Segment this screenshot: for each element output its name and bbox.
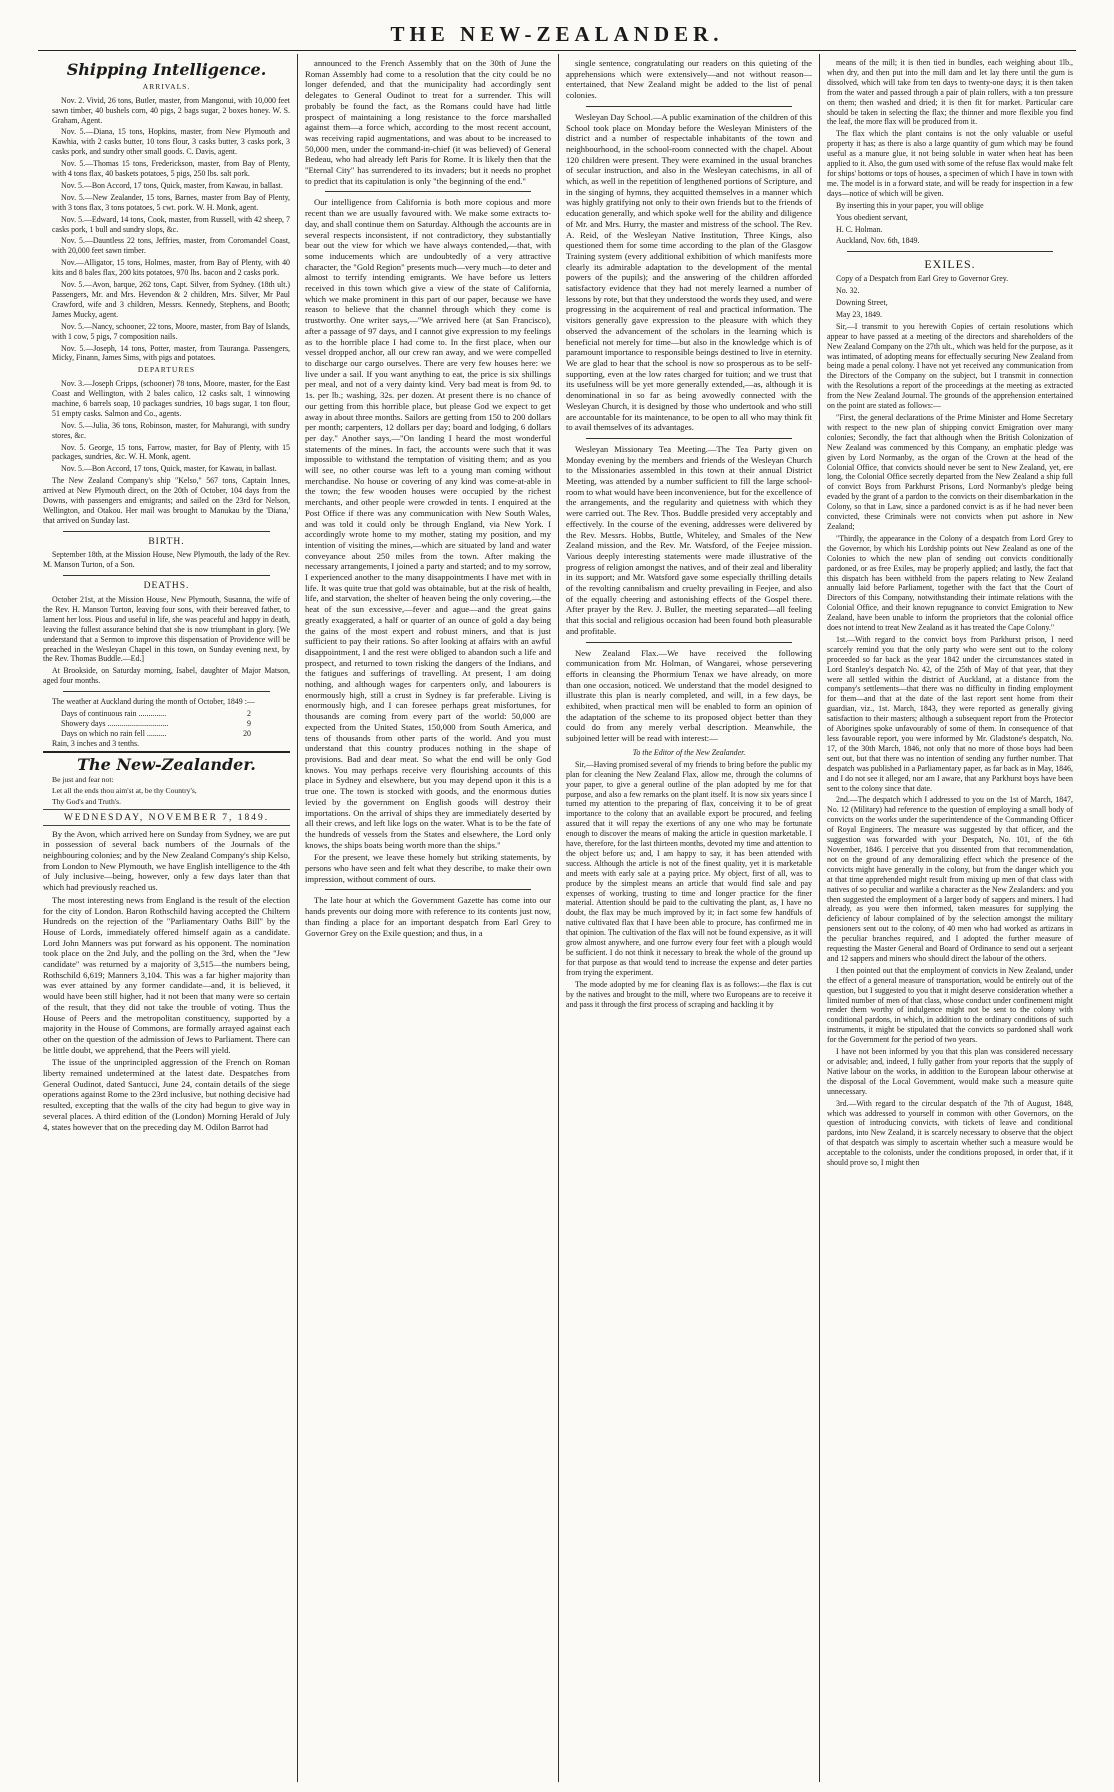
article-paragraph: Wesleyan Missionary Tea Meeting.—The Tea Party given on Monday evening by the members and friends of the Wesleyan Church to the Missionaries assembled in this town at their annual District Meeting, was attended by a number sufficient to fill the large school-room to what would have been inconvenience, but for the excellence of the arrangements, and the regularity and quietness with which they were carried out. The Rev. Thos. Buddle presided very acceptably and effectively. In the course of the evening, addresses were delivered by the Rev. Messrs. Hobbs, Buttle, Whiteley, and Smales of the New Zealand mission, and the Rev. Mr. Watsford, of the Feejee mission. Various deeply interesting statements were made illustrative of the progress of religion amongst the natives, and of their zeal and liberality in its support; and Mr. Watsford gave some especially thrilling details of the revolting cannibalism and cruelty prevailing in Feejee, and also of the equally cheering and astonishing effects of the Gospel there. After prayer by the Rev. J. Buller, the meeting separated—all feeling that this social and religious occasion had been found both pleasurable and profitable. [566,443,812,636]
article-paragraph: The late hour at which the Government Gazette has come into our hands prevents our doing more with reference to its contents just now, than finding a place for an important despatch from Earl Grey to Governor Grey on the Exile question; and thus, in a [305,895,551,938]
despatch-title: Copy of a Despatch from Earl Grey to Governor Grey. [836,274,1009,284]
arrivals-list [43,96,290,364]
divider [43,809,290,810]
divider [63,691,270,692]
list-item: Nov. 5.—Bon Accord, 17 tons, Quick, master, from Kawau, in ballast. [61,180,283,190]
list-item: Nov. 3.—Joseph Cripps, (schooner) 78 tons, Moore, master, for the East Coast and Wellington, with 2 bales calico, 12 casks salt, 1 winnowing machine, 6 barrels soap, 10 packages sundries, 10 bags sugar, 1 ton flour, 51 empty casks. Salmon and Co., agents. [52,379,290,418]
weather-report [43,697,290,749]
article-paragraph: Wesleyan Day School.—A public examination of the children of this School took place on Monday before the Wesleyan Ministers of the district and a number of respectable inhabitants of the town and neighbourhood, in the school-room connected with the chapel. About 120 children were present. They were examined in the usual branches of secular instruction, and also in the Wesleyan catechisms, in all of which, as well in the repetition of lengthened portions of Scripture, and in the singing of hymns, they acquitted themselves in a manner which was highly gratifying not only to their own friends but to the friends of education generally, and which spoke well for the ability and diligence of Mr. and Mrs. Hurry, the master and mistress of the school. The Rev. A. Reid, of the Wesleyan Native Institution, Three Kings, also questioned them for some time according to the plan of the Glasgow Training system (every additional exhibition of which manifests more clearly its admirable adaptation to the development of the mental powers of the pupils); and the answering of the children afforded satisfactory evidence that they had not merely learned a number of lessons by rote, but that they understood the words they used, and were progressing in the acquirement of real and practical information. The visitors generally gave expression to the pleasure with which they observed the advancement of the scholars in the learning which is beneficial not merely for time—but also in the knowledge which is of paramount importance to responsible beings destined to live in eternity. We are glad to hear that the school is now so prosperous as to be self-supporting, even at the low rates charged for tuition; and we trust that its usefulness will be yet more generally extended,—as, although it is denominational in so far as being avowedly connected with the Wesleyan Church, it is designed by those who undertook and who still are accountable for its maintenance, to be open to all who may think fit to avail themselves of its advantages. [566,111,812,433]
exiles-heading: EXILES. [924,257,976,272]
birth-notice: September 18th, at the Mission House, New Plymouth, the lady of the Rev. M. Manson Turton, of a Son. [43,550,290,570]
masthead: THE NEW-ZEALANDER. [390,22,724,46]
list-item: Nov. 5.—Thomas 15 tons, Frederickson, master, from Bay of Plenty, with 4 tons flax, 40 baskets potatoes, 5 pigs, 250 lbs. salt pork. [52,159,290,179]
kelso-note: The New Zealand Company's ship "Kelso," 567 tons, Captain Innes, arrived at New Plymouth direct, on the 20th of October, 104 days from the Downs, with passengers and emigrants; and sailed on the 23rd for Nelson, Wellington, and Otakou. Her mail was brought to Manukau by the 'Diana,' that arrived on Sunday last. [43,476,290,525]
despatch-paragraph: "Thirdly, the appearance in the Colony of a despatch from Lord Grey to the Governor, by which his Lordship points out New Zealand as one of the Colonies to which the new plan of sending out convicts conditionally pardoned, or as free Exiles, may be properly applied; and lastly, the fact that this dispatch has been withheld from the papers relating to New Zealand annually laid before Parliament, together with the fact that the Court of Directors of this Company, notwithstanding their intimate relations with the Colonial Office, and their known repugnance to convict Emigration to New Zealand, have been unable to inform the proprietors that the colonial office does not intend to treat New Zealand as it has treated the Cape Colony." [827,533,1073,633]
motto-line: Be just and fear not: [52,774,114,784]
column-4 [819,54,1080,1782]
despatch-paragraph: Sir,—I transmit to you herewith Copies of certain resolutions which appear to have passed at a meeting of the directors and shareholders of the New Zealand Company on the 27th ult., which was held for the purpose, as it was intimated, of adopting means for effectually securing New Zealand from being made a penal colony. I have not yet received any communication from the Directors of the Company on the subject, but I transmit in connection with the Resolutions a report of the proceedings at the meeting as extracted from the New Zealand Journal. The grounds of the apprehension entertained on the point are stated as follows:— [827,321,1073,411]
list-item: Nov. 5.—Diana, 15 tons, Hopkins, master, from New Plymouth and Kawhia, with 2 casks butter, 10 tons flour, 3 casks butter, 3 casks pork, 3 casks pork, and sundry other small goods. C. Davis, agent. [52,127,290,157]
letter-body [566,760,812,1010]
deaths-label: DEATHS. [143,581,190,592]
despatch-date: May 23, 1849. [836,309,883,319]
departures-list [43,379,290,474]
weather-row: Days of continuous rain .............. 2 [61,709,251,719]
letter-sign-close: Yous obedient servant, [836,212,908,222]
letter-paragraph: By inserting this in your paper, you will oblige [836,200,984,210]
shipping-heading: Shipping Intelligence. [66,60,267,79]
divider [586,438,792,439]
despatch-number: No. 32. [836,286,860,296]
column-3 [558,54,819,1782]
editorial-paragraph: By the Avon, which arrived here on Sunday from Sydney, we are put in possession of several back numbers of the Journals of the neighbouring colonies; and by the New Zealand Company's ship Kelso, from London to New Plymouth, we have English intelligence to the 4th of July inclusive—being, however, only a few days later than that which had previously reached us. [43,828,290,893]
article-paragraph: For the present, we leave these homely but striking statements, by persons who have seen and felt what they describe, to make their own impression, without comment of ours. [305,852,551,884]
despatch-paragraph: 1st.—With regard to the convict boys from Parkhurst prison, I need scarcely remind you that the only party who were sent out to the colony proceeded so far back as the year 1842 under the circumstances stated in Lord Stanley's despatch No. 42, of the 25th of May of that year, that they were all settled within the district of Auckland, at a distance from the company's settlements—that there was no difficulty in finding employment for them—and that at the date of the last report sent home from their guardian, viz., 1st. March, 1843, they were reported as generally giving satisfaction to their masters; although a subsequent report from the Protector of Aborigines spoke unfavourably of some of them. In consequence of that less favourable report, you were informed by Mr. Gladstone's despatch, No. 17, of the 30th March, 1846, not only that no more of those boys had been sent out, but that there was no intention of sending any further number. That despatch was published in a Parliamentary paper, as far back as in May, 1846, and I do not see it alleged, nor am I aware, that any Parkhurst boys have been sent to the colony since that date. [827,634,1073,793]
list-item: Nov.—Alligator, 15 tons, Holmes, master, from Bay of Plenty, with 40 kits and 8 bales flax, 200 kits potatoes, 970 lbs. bacon and 2 casks pork. [52,258,290,278]
divider [586,642,792,643]
list-item: Nov. 5.—Joseph, 14 tons, Potter, master, from Tauranga. Passengers, Micky, Finann, James Sims, with pigs and potatoes. [52,343,290,363]
list-item: Nov. 2. Vivid, 26 tons, Butler, master, from Mangonui, with 10,000 feet sawn timber, 40 bushels corn, 40 pigs, 2 bags sugar, 2 boxes honey. W. S. Graham, Agent. [52,95,290,125]
letter-paragraph: The flax which the plant contains is not the only valuable or useful property it has; as there is also a large quantity of gum which may be found useful as a manure glue, it not being soluble in water when heat has been applied to it. Also, the gum used with some of the refuse flax would make felt for ships' bottoms or tops of houses, a specimen of which I have in town with me. The model is in a forward state, and will be ready for inspection in a few days—notice of which will be given. [827,129,1073,198]
despatch-paragraph: "First, the general declarations of the Prime Minister and Home Secretary with respect to the new plan of shipping convict Emigration over many colonies; Secondly, the fact that although when the British Colonization of New Zealand was commenced by this Company, an emphatic pledge was given by Lord Normanby, as the organ of the Crown at the head of the Colonial Office, that convicts should never be sent to New Zealand, yet, ere long, the Colonial Office secretly departed from the New Zealand a ship full of convict Boys from Parkhurst Prisons, Lord Normanby's pledge being evaded by the grant of a pardon to the convicts on their disembarkation in the Colony, so that in Law, since a pardoned convict is as if he had never been convicted, these Criminals were not convicts when put ashore in New Zealand; [827,413,1073,531]
despatch-paragraph: 3rd.—With regard to the circular despatch of the 7th of August, 1848, which was addressed to yourself in common with other Governors, on the question of introducing convicts, with tickets of leave and conditional pardons, into New Zealand, it is scarcely necessary to observe that the object of that despatch was simply to ascertain whether such a measure would be acceptable to the colonists, under the conditions proposed, in order that, if it should prove so, I might then [827,1098,1073,1168]
list-item: Nov. 5.—New Zealander, 15 tons, Barnes, master from Bay of Plenty, with 3 tons flax, 3 tons potatoes, 5 cwt. pork. W. H. Monk, agent. [52,192,290,212]
departures-label: DEPARTURES [137,365,196,375]
despatch-paragraph: I then pointed out that the employment of convicts in New Zealand, under the effect of a general measure of transportation, would be entirely out of the question, but I suggested to you that it might deserve consideration whether a limited number of men of that class, whose conduct under confinement might render them worthy of indulgence might not be sent to the colony with conditional pardons, in which, in addition to the ordinary conditions of such instruments, it might be stipulated that the convicts so pardoned shall work for the Government for the period of two years. [827,965,1073,1045]
motto-line: Thy God's and Truth's. [52,797,121,807]
list-item: Nov. 5.—Bon Accord, 17 tons, Quick, master, for Kawau, in ballast. [61,464,277,474]
death-notice: At Brookside, on Saturday morning, Isabel, daughter of Major Matson, aged four months. [43,666,290,686]
article-paragraph: announced to the French Assembly that on the 30th of June the Roman Assembly had come to a resolution that the city could be no longer defended, and that the municipality had accordingly sent delegates to General Oudinot to treat for a surrender. This will probably be found the fact, as the Romans could have had little prospect of maintaining a long resistance to the force marshalled against them—a force which, according to the most recent account, was receiving rapid augmentations, and was about to be increased to 50,000 men, under the command-in-chief (it was believed) of General Bedeau, who had already left Paris for Rome. It is likely then that the "Eternal City" has surrendered to its invaders; but it needs no prophet to predict that its capitulation is only "the beginning of the end." [305,58,551,186]
divider [325,889,531,890]
article-paragraph: Our intelligence from California is both more copious and more recent than we are usually favoured with. We make some extracts to-day, and shall continue them on Saturday. Although the accounts are in several respects inconsistent, if not contradictory, they substantially bear out the view for which we have always contended,—that, with some inducements which are undoubtedly of a very attractive character, the "Gold Region" presents much—very much—to deter and almost to terrify intending emigrants. We have before us letters received in this town which give a view of the state of California, which we make prominent in this part of our paper, because we have reason to believe that the channel through which they come is trustworthy. One writer says,—"We arrived here (at San Francisco), after a passage of 97 days, and I cannot give expression to my feelings as to the horrible place I had come to. In the first place, when our vessel dropped anchor, all our crew ran away, and we were compelled to discharge our cargo ourselves. There are very few houses here: we live under a sail. If you want anything to eat, the price is six shillings per meal, and not of a very dainty kind. Very bad meat is from 9d. to 1s. per lb.; washing, 32s. per dozen. At present there is no chance of our getting from this horrible place, but please God we expect to get away in about three months. Sailors are getting from 150 to 200 dollars per month; carpenters, 12 dollars per day; board and lodging, 6 dollars per day." Another says,—"On landing I heard the most wonderful statements of the mines. In fact, the accounts were such that it was impossible to withstand the temptation of visiting them; and as you will see, no other course was left to a young man coming without merchandise. No house or covering of any kind was come-at-able in the town; the few wooden houses were occupied by the richest merchants, and other people were crowded in tents. I enquired at the Post Office if there was any communication with New South Wales, and was told it could only be through England, via New York. I accordingly wrote home to my mother, stating my position, and my intention of visiting the mines,—which are situated by land and water conveyance about 250 miles from the town. After making the necessary arrangements, I joined a party and started; and to my sorrow, I experienced another to the many disappointments I have met with in life. It was quite true that gold was obtainable, but at the risk of health, life, and starvation, the shelter of heaven being the only covering,—the heat of the sun excessive,—fever and ague—and the great gains greatly exaggerated, a half or quarter of an ounce of gold a day being the gains of the most expert and robust miners, and that is just sufficient to pay their rations. So after looking at affairs with an awful disappointment, I and the rest were obliged to abandon such a life and prospect, and returned to town risking the dangers of the Indians, and the fatigues and sufferings of travelling. At present, I am doing nothing, and although wages for carpenters only, and labourers is enormously high, still a crust in Sydney is far preferable. Living is enormously high, and I can foresee perhaps great misfortunes, for thousands are coming from every part of the world: 50,000 are expected from the United States, 150,000 from South America, and tens of thousands from other parts of the world. And you must understand that this country produces nothing in the shape of provisions. Bad and dear meat. So what the end will be only God knows. You may perhaps receive very flourishing accounts of this place in Sydney and elsewhere, but you may depend upon it this is a true one. The town is stocked with goods, and the enormous duties levied by the government on English goods will destroy their importations. On the arrival of ships they are immediately deserted by all their crews, and left like logs on the water. What is to be the fate of the hundreds of vessels from the States and elsewhere, the Lord only knows, the ships boats being worth more than the ships." [305,197,551,850]
letter-paragraph: means of the mill; it is then tied in bundles, each weighing about 1lb., when dry, and then put into the mill dam and let lay there until the gum is dissolved, which will take from ten days to twenty-one days; it is then taken from the water and passed through a pair of plain rollers, with a ton pressure on them; then washed and dried; it is then fit for market. Particular care should be taken in selecting the flax; the thinner and more flexible you find the leaf, the more flax will be produced from it. [827,58,1073,127]
column-2 [297,54,558,1782]
list-item: Nov. 5.—Nancy, schooner, 22 tons, Moore, master, from Bay of Islands, with 1 cow, 5 pigs, 7 composition nails. [52,321,290,341]
list-item: Nov. 5.—Edward, 14 tons, Cook, master, from Russell, with 42 sheep, 7 casks pork, 1 bull and sundry slops, &c. [52,214,290,234]
paper-title: The New-Zealander. [77,754,256,774]
divider [325,191,531,192]
birth-label: BIRTH. [148,536,185,547]
despatch-paragraph: 2nd.—The despatch which I addressed to you on the 1st of March, 1847, No. 12 (Military) had reference to the question of employing a small body of convicts on the works under the superintendence of the Commanding Officer of Royal Engineers. The measure was suggested by that officer, and the suggestion was forwarded with your Despatch, No. 101, of the 6th November, 1846. I perceive that you dissented from that recommendation, not on the ground of any demoralizing effect which the presence of the convicts might have generally in the colony, but from the danger which you at that time apprehended might result from mixing up men of that class with natives of so peculiar and warlike a character as the New Zealanders: and you then suggested the employment of a larger body of sappers and miners. I had already, as you were then informed, taken measures for supplying the deficiency of labour complained of by the selection amongst the military pensioners sent out to the colony, of 40 men who had worked as artizans in the peculiar branches required, and I adopted the further measure of requesting the Master General and Board of Ordinance to send out a serjeant and 12 sappers and miners who should direct the labour of the others. [827,795,1073,963]
list-item: Nov. 5.—Avon, barque, 262 tons, Capt. Silver, from Sydney. (18th ult.) Passengers, Mr. and Mrs. Hevendon & 2 children, Mrs. Silver, Mr Paul Crawford, wife and 3 children, Messrs. Kennedy, Stephens, and Booth; James Mucky, agent. [52,280,290,319]
letter-paragraph: The mode adopted by me for cleaning flax is as follows:—the flax is cut by the natives and brought to the mill, where two Europeans are to receive it and pass it through the first process of scraping and hackling it by [566,979,812,1009]
letter-paragraph: Sir,—Having promised several of my friends to bring before the public my plan for cleaning the New Zealand Flax, allow me, through the columns of your paper, to give a general outline of the plan adopted by me for that purpose, and also a few remarks on the plant itself. It is now six years since I turned my attention to the preparing of flax, conceiving it to be of great importance to the colony that an available export be procured, and feeling assured that it will repay the exertions of any one who may be fortunate enough to discover the means of making the article in question marketable. I have, therefore, for the last thirteen months, devoted my time and attention to the object before us; and, I am happy to say, it has been attended with success. Although the article is not of the finest quality, yet it is marketable and meets with early sale at a paying price. My object, first of all, was to produce by the simplest means an article that would find sale and pay expenses of working, trusting to time and longer practice for the finer material. Attention should be paid to the cultivating the plant, as, I have no doubt, the flax may be much improved by it; in fact some few handfuls of native cultivated flax that I have been able to procure, has confirmed me in that opinion. The cultivation of the flax will not be found expensive, as it will grow almost anywhere, and one furrow every four feet with a plough would be sufficient. I do not think it necessary to break the whole of the ground up for that purpose as that would tend to increase the expense and deter parties from trying the experiment. [566,759,812,977]
divider [847,251,1053,252]
article-paragraph: single sentence, congratulating our readers on this quieting of the apprehensions which were extensively—and not without reason—entertained, that New Zealand might be added to the list of penal colonies. [566,58,812,101]
list-item: Nov. 5. George, 15 tons, Farrow, master, for Bay of Plenty, with 15 packages, sundries, &c. W. H. Monk, agent. [52,442,290,462]
divider [63,531,270,532]
motto-line: Let all the ends thou aim'st at, be thy Country's, [52,786,197,796]
despatch-paragraph: I have not been informed by you that this plan was considered necessary or advisable; and, indeed, I fully gather from your reports that the supply of Native labour on the works, in addition to the European labour otherwise at the disposal of the Local Government, would make such a measure quite unnecessary. [827,1047,1073,1096]
editorial-paragraph: The most interesting news from England is the result of the election for the city of London. Baron Rothschild having accepted the Chiltern Hundreds on the rejection of the "Parliamentary Oaths Bill" by the House of Lords, immediately offered himself again as a candidate. Lord John Manners was put forward as his opponent. The nomination took place on the 2nd July, and the polling on the 3rd, when the "Jew candidate" was returned by a majority of 3,515—the numbers being, Rothschild 6,619; Manners 3,104. This was a far higher majority than was ever attained by any former candidate—and, it is believed, it would have been still higher, had it not been that many were so certain of the result, that they did not take the trouble of voting. Thus the House of Peers and the metropolitan constituency, supported by a majority in the House of Commons, are formally arrayed against each other on the question of the admission of Jews to Parliament. There can be little doubt, we apprehend, that the Peers will yield. [43,894,290,1055]
weather-row: Days on which no rain fell .......... 20 [61,728,251,738]
list-item: Nov. 5.—Dauntless 22 tons, Jeffries, master, from Coromandel Coast, with 20,000 feet sawn timber. [52,236,290,256]
divider [586,106,792,107]
double-rule [43,751,290,753]
weather-title: The weather at Auckland during the month of October, 1849 :— [52,697,255,707]
editorial-paragraph: The issue of the unprincipled aggression of the French on Roman liberty remained undetermined at the latest date. Despatches from General Oudinot, dated Santucci, June 24, contain details of the siege operations against Rome to the 23rd inclusive, but nothing decisive had resulted, excepting that the walls of the city had begun to give way in several places. A third edition of the (London) Morning Herald of July 4, states however that on the preceding day M. Odilon Barrot had [43,1057,290,1132]
divider [43,825,290,826]
arrivals-label: ARRIVALS. [142,82,191,91]
article-paragraph: New Zealand Flax.—We have received the following communication from Mr. Holman, of Wangarei, whose persevering efforts in cleansing the Phormium Tenax we have already, on more than one occasion, noticed. We understand that the model designed to illustrate this plan is nearly completed, and will, in a few days, be exhibited, when practical men will be enabled to form an opinion of the adaptation of the scheme to its proposed object better than they could do from any merely verbal description. Meanwhile, the subjoined letter will be read with interest:— [566,647,812,744]
weather-note: Rain, 3 inches and 3 tenths. [52,738,140,748]
columns [36,54,1080,1782]
letter-sign-date: Auckland, Nov. 6th, 1849. [836,236,920,246]
column-1 [36,54,297,1782]
weather-row: Showery days ............................... 9 [61,718,251,728]
list-item: Nov. 5.—Julia, 36 tons, Robinson, master, for Mahurangi, with sundry stores, &c. [52,420,290,440]
dateline: WEDNESDAY, NOVEMBER 7, 1849. [63,812,270,823]
letter-heading: To the Editor of the New Zealander. [632,747,746,757]
letter-sign-name: H. C. Holman. [836,224,883,234]
despatch-place: Downing Street, [836,298,888,308]
death-notice: October 21st, at the Mission House, New Plymouth, Susanna, the wife of the Rev. H. Manson Turton, leaving four sons, with their bereaved father, to lament her loss. Pious and useful in life, she was peaceful and happy in death, leaving the fullest assurance behind that she is now triumphant in glory. [We understand that a Sermon to improve this dispensation of Providence will be preached in the Wesleyan Chapel in this town, on Sunday evening next, by the Rev. Thomas Buddle.—Ed.] [43,594,290,664]
divider [63,575,270,576]
masthead-rule [38,50,1076,51]
